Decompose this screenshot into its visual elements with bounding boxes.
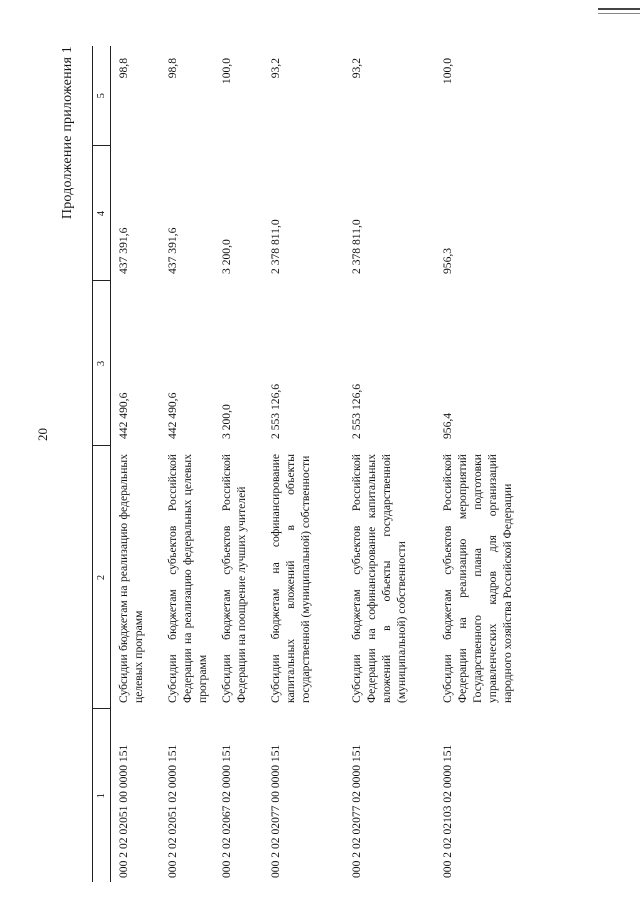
table-row (214, 46, 263, 882)
column-number-row (93, 46, 111, 882)
description-cell: Субсидии бюджетам субъектов Российской Федерации на поощрение лучших учителей (220, 454, 248, 703)
description-cell: Субсидии бюджетам на софинансирование капитальных вложений в объекты государственной (муниципальной) собственности (269, 454, 312, 703)
column-header: 2 (93, 446, 111, 709)
column-3-value-cell: 956,4 (441, 412, 454, 439)
description-cell: Субсидии бюджетам на реализацию федеральных целевых программ (117, 454, 145, 703)
budget-code-cell: 000 2 02 02077 00 0000 151 (269, 744, 282, 878)
description-cell: Субсидии бюджетам субъектов Российской Федерации на реализацию федеральных целевых программ (166, 454, 209, 703)
column-5-percent-cell: 100,0 (441, 58, 454, 85)
column-4-value-cell: 3 200,0 (220, 239, 233, 274)
column-header: 1 (93, 709, 111, 882)
rotated-document-sheet (12, 8, 622, 898)
table-row (263, 46, 344, 882)
budget-code-cell: 000 2 02 02051 02 0000 151 (166, 744, 179, 878)
column-4-value-cell: 437 391,6 (117, 227, 130, 274)
table-row (435, 46, 534, 882)
column-3-value-cell: 2 553 126,6 (350, 383, 363, 439)
column-5-percent-cell: 98,8 (117, 58, 130, 79)
column-3-value-cell: 442 490,6 (117, 392, 130, 439)
table-row (344, 46, 435, 882)
column-3-value-cell: 2 553 126,6 (269, 383, 282, 439)
table-row (111, 46, 161, 882)
column-5-percent-cell: 98,8 (166, 58, 179, 79)
budget-code-cell: 000 2 02 02103 02 0000 151 (441, 744, 454, 878)
table-row (160, 46, 214, 882)
description-cell: Субсидии бюджетам субъектов Российской Федерации на софинансирование капитальных вложений в объекты государственной (муниципальной) собственности (350, 454, 408, 703)
column-3-value-cell: 442 490,6 (166, 392, 179, 439)
page-number: 20 (35, 428, 50, 441)
appendix-continuation-label: Продолжение приложения 1 (60, 46, 75, 220)
column-3-value-cell: 3 200,0 (220, 404, 233, 439)
column-header: 4 (93, 146, 111, 281)
description-cell: Субсидии бюджетам субъектов Российской Федерации на реализацию мероприятий Государственного плана подготовки управленческих кадров для организаций народного хозяйства Российской Федерации (441, 454, 514, 703)
column-4-value-cell: 2 378 811,0 (269, 219, 282, 274)
column-4-value-cell: 437 391,6 (166, 227, 179, 274)
column-header: 5 (93, 46, 111, 146)
budget-code-cell: 000 2 02 02067 02 0000 151 (220, 744, 233, 878)
budget-code-cell: 000 2 02 02051 00 0000 151 (117, 744, 130, 878)
column-5-percent-cell: 93,2 (269, 58, 282, 79)
column-5-percent-cell: 100,0 (220, 58, 233, 85)
column-4-value-cell: 956,3 (441, 247, 454, 274)
column-4-value-cell: 2 378 811,0 (350, 219, 363, 274)
column-header: 3 (93, 281, 111, 446)
budget-subsidies-table (92, 46, 534, 882)
budget-code-cell: 000 2 02 02077 02 0000 151 (350, 744, 363, 878)
column-5-percent-cell: 93,2 (350, 58, 363, 79)
